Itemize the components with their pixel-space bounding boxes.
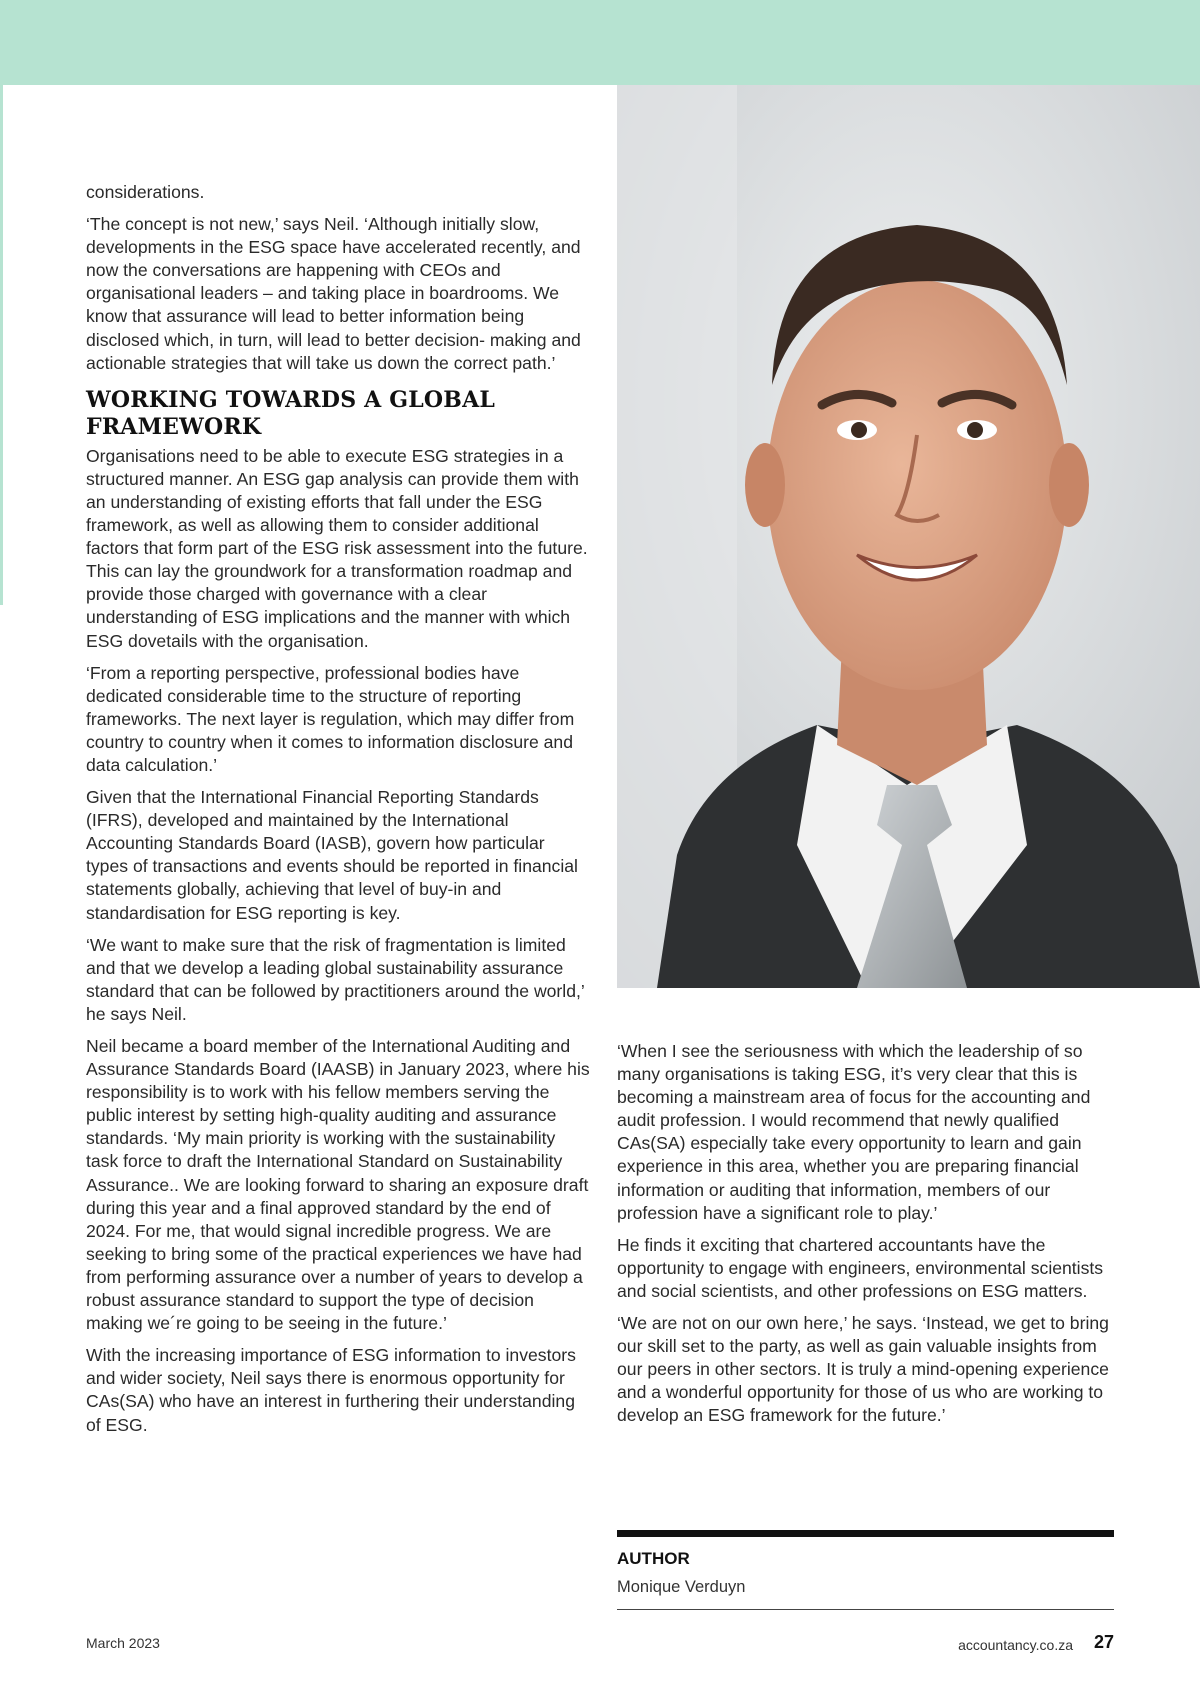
- header-accent-band: [0, 0, 1200, 85]
- paragraph: considerations.: [86, 182, 205, 202]
- author-label: AUTHOR: [617, 1549, 690, 1568]
- author-bottom-divider: [617, 1609, 1114, 1610]
- footer-site-link[interactable]: accountancy.co.za: [958, 1637, 1073, 1653]
- left-accent-strip: [0, 85, 3, 605]
- footer-date: March 2023: [86, 1635, 160, 1651]
- paragraph: ‘We are not on our own here,’ he says. ‘Instead, we get to bring our skill set to the party, as well as gain valuable insights from our peers in other sectors. It is truly a mind-opening experience and a wonderful opportunity for those of us who are working to develop an ESG framework for the future.’: [617, 1313, 1109, 1426]
- author-name: Monique Verduyn: [617, 1578, 746, 1596]
- page-number: 27: [1093, 1632, 1114, 1652]
- paragraph: He finds it exciting that chartered accountants have the opportunity to engage with engineers, environmental scientists and social scientists, and other professions on ESG matters.: [617, 1234, 1104, 1301]
- paragraph: ‘From a reporting perspective, professional bodies have dedicated considerable time to the structure of reporting frameworks. The next layer is regulation, which may differ from country to country when it comes to information disclosure and data calculation.’: [86, 662, 575, 775]
- paragraph: ‘We want to make sure that the risk of fragmentation is limited and that we develop a leading global sustainability assurance standard that can be followed by practitioners around the world,’ he says Neil.: [86, 934, 585, 1024]
- paragraph: ‘The concept is not new,’ says Neil. ‘Although initially slow, developments in the ESG space have accelerated recently, and now the conversations are happening with CEOs and organisational leaders – and taking place in boardrooms. We know that assurance will lead to better information being disclosed which, in turn, will lead to better decision- making and actionable strategies that will take us down the correct path.’: [86, 214, 581, 373]
- paragraph: Organisations need to be able to execute ESG strategies in a structured manner. An ESG gap analysis can provide them with an understanding of existing efforts that fall under the ESG framework, as well as allowing them to consider additional factors that form part of the ESG risk assessment into the future. This can lay the groundwork for a transformation roadmap and provide those charged with governance with a clear understanding of ESG implications and the manner with which ESG dovetails with the organisation.: [86, 445, 588, 651]
- article-right-column: [617, 1040, 1117, 1437]
- portrait-photo: [617, 85, 1200, 988]
- paragraph: With the increasing importance of ESG information to investors and wider society, Neil says there is enormous opportunity for CAs(SA) who have an interest in furthering their understanding of ESG.: [86, 1345, 576, 1435]
- paragraph: Given that the International Financial Reporting Standards (IFRS), developed and maintained by the International Accounting Standards Board (IASB), govern how particular types of transactions and events should be reported in financial statements globally, achieving that level of buy-in and standardisation for ESG reporting is key.: [86, 787, 578, 923]
- author-divider: [617, 1530, 1114, 1537]
- section-heading: WORKING TOWARDS A GLOBAL FRAMEWORK: [86, 386, 496, 440]
- paragraph: ‘When I see the seriousness with which the leadership of so many organisations is taking ESG, it’s very clear that this is becoming a mainstream area of focus for the accounting and audit profession. I would recommend that newly qualified CAs(SA) especially take every opportunity to learn and gain experience in this area, whether you are preparing financial information or auditing that information, members of our profession have a significant role to play.’: [617, 1041, 1091, 1223]
- paragraph: Neil became a board member of the International Auditing and Assurance Standards Board (IAASB) in January 2023, where his responsibility is to work with his fellow members serving the public interest by setting high-quality auditing and assurance standards. ‘My main priority is working with the sustainability task force to draft the International Standard on Sustainability Assurance.. We are looking forward to sharing an exposure draft during this year and a final approved standard by the end of 2024. For me, that would signal incredible progress. We are seeking to bring some of the practical experiences we have had from performing assurance over a number of years to develop a robust assurance standard to support the type of decision making we´re going to be seeing in the future.’: [86, 1036, 590, 1334]
- article-left-column: [86, 181, 591, 1446]
